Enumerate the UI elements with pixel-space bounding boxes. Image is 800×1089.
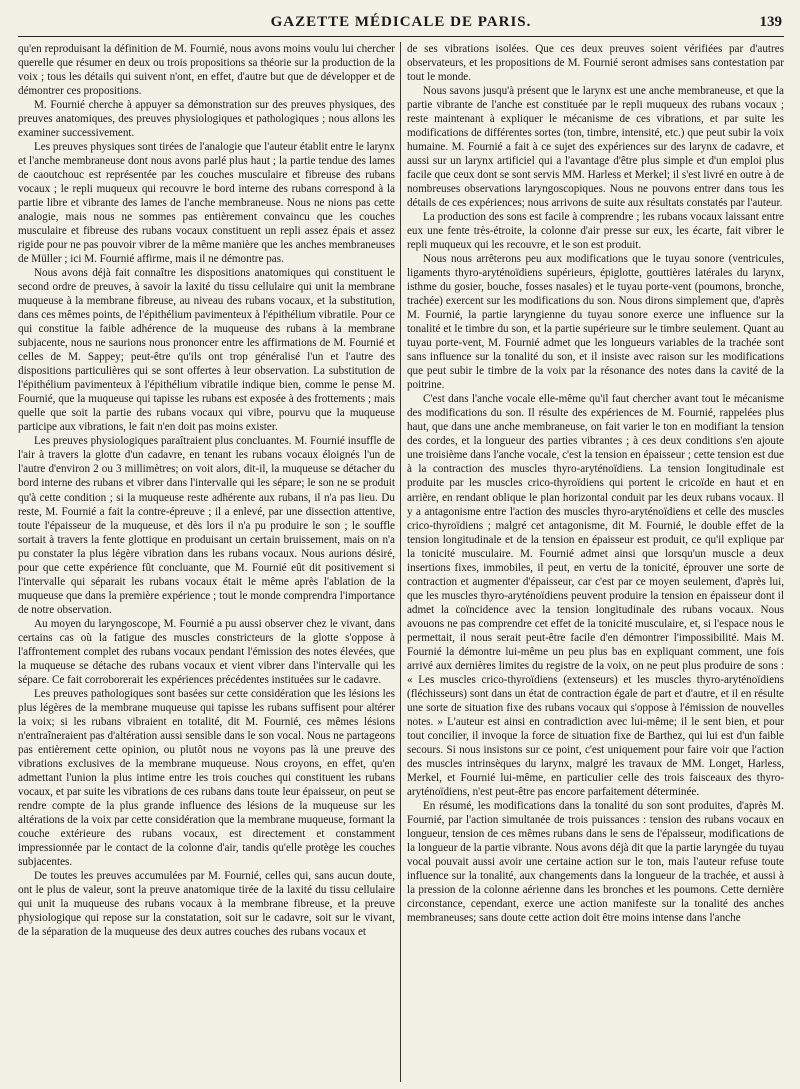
paragraph: Les preuves pathologiques sont basées sur cette considération que les lésions les plus légères de la membrane muqueuse qui tapisse les rubans suffisent pour altérer la voix; si les rubans vibraient en totalité, dit M. Fournié, ces mêmes lésions n'entraîneraient pas d'altération aussi sensible dans le son vocal. Nous ne partageons pas entièrement cette opinion, ou plutôt nous ne voyons pas là une preuve des vibrations exclusives de la membrane muqueuse. Nous croyons, en effet, qu'en admettant l'union la plus intime entre les trois couches qui constituent les rubans vocaux, et par suite les vibrations de ces rubans dans toute leur épaisseur, on peut se rendre compte de la plus grande influence des lésions de la muqueuse sur les altérations de la voix par cette considération que la membrane muqueuse, formant la couche extérieure des rubans vocaux, est directement et constamment impressionnée par le contact de la colonne d'air, tandis qu'elle protège les couches subjacentes.	[18, 687, 395, 868]
paragraph: Au moyen du laryngoscope, M. Fournié a pu aussi observer chez le vivant, dans certains cas où la fatigue des muscles constricteurs de la glotte s'oppose à l'affrontement complet des rubans vocaux pendant l'émission des notes élevées, que la muqueuse se détache des rubans vocaux et vient vibrer dans l'intervalle qui les sépare. Ce fait corroborerait les expériences précédentes instituées sur le cadavre.	[18, 617, 395, 686]
text-columns	[18, 42, 784, 1082]
paragraph: En résumé, les modifications dans la tonalité du son sont produites, d'après M. Fournié, par l'action simultanée de trois puissances : tension des rubans vocaux en longueur, tension de ces mêmes rubans dans le sens de l'épaisseur, modifications de la longueur de la partie vibrante. Nous avons déjà dit que la partie laryngée du tuyau vocal pouvait aussi avoir une certaine action sur le ton, mais l'auteur refuse toute influence sur la tonalité, aux changements dans la longueur de la trachée, et aussi à la pression de la colonne aérienne dans les bronches et les poumons. Cette dernière circonstance, cependant, exerce une action manifeste sur la tonalité des anches membraneuses; sans doute cette action doit être moins intense dans l'anche	[406, 799, 784, 924]
paragraph: de ses vibrations isolées. Que ces deux preuves soient vérifiées par d'autres observateurs, et les propositions de M. Fournié seront admises sans contestation par tout le monde.	[406, 43, 784, 84]
paragraph: Nous nous arrêterons peu aux modifications que le tuyau sonore (ventricules, ligaments thyro-aryténoïdiens supérieurs, épiglotte, gouttières latérales du larynx, isthme du gosier, bouche, fosses nasales) et le tuyau porte-vent (poumons, bronche, trachée) exercent sur les modifications du son. Nous dirons simplement que, d'après M. Fournié, la partie laryngienne du tuyau sonore exerce une influence sur la tonalité et le timbre du son, et la partie supérieure sur le timbre seulement. Quant au tuyau porte-vent, M. Fournié admet que les longueurs variables de la trachée sont sans influence sur la tonalité du son, et il insiste avec raison sur les modifications que peut subir le timbre de la voix par la résonance des notes dans la cavité de la poitrine.	[406, 253, 784, 392]
paragraph: Nous avons déjà fait connaître les dispositions anatomiques qui constituent le second ordre de preuves, à savoir la laxité du tissu cellulaire qui unit la membrane muqueuse à la membrane fibreuse, au niveau des rubans vocaux, et la substitution, dans ces mêmes points, de l'épithélium pavimenteux à l'épithélium vibratile. Pour ce qui constitue la faible adhérence de la muqueuse des rubans à la membrane subjacente, nous ne saurions nous prononcer entre les affirmations de M. Fournié et celles de M. Sappey; peut-être qu'ils ont trop généralisé l'un et l'autre des dispositions particulières qui se sont offertes à leur observation. La substitution de l'épithélium pavimenteux à l'épithélium vibratile indique bien, comme le pense M. Fournié, que la muqueuse qui tapisse les rubans est exposée à des frottements ; mais quelle que soit la partie des rubans vocaux qui vibre, pourvu que la muqueuse participe aux vibrations, le fait n'en doit pas moins exister.	[18, 267, 395, 434]
paragraph: qu'en reproduisant la définition de M. Fournié, nous avons moins voulu lui chercher querelle que résumer en deux ou trois propositions sa théorie sur la production de la voix ; tous les détails qui suivent n'ont, en effet, d'autre but que de développer et de démontrer ces propositions.	[18, 43, 395, 98]
paragraph: M. Fournié cherche à appuyer sa démonstration sur des preuves physiques, des preuves anatomiques, des preuves physiologiques et pathologiques ; nous allons les examiner successivement.	[18, 99, 395, 140]
newspaper-page	[18, 10, 784, 1082]
paragraph: Les preuves physiques sont tirées de l'analogie que l'auteur établit entre le larynx et l'anche membraneuse dont nous avons parlé plus haut ; la partie tendue des lames de caoutchouc est représentée par les couches musculaire et fibreuse des rubans vocaux ; le repli muqueux qui recouvre le bord interne des rubans correspond à la partie libre et vibrante des lames de l'anche membraneuse. Nous ne nions pas cette analogie, mais nous ne sommes pas entièrement convaincu que les couches musculaire et fibreuse des rubans vocaux constituent un repli assez épais et assez rigide pour ne pas pouvoir vibrer de la même manière que les anches membraneuses de Müller ; ici M. Fournié affirme, mais il ne démontre pas.	[18, 141, 395, 266]
paragraph: Les preuves physiologiques paraîtraient plus concluantes. M. Fournié insuffle de l'air à travers la glotte d'un cadavre, en tenant les rubans vocaux éloignés l'un de l'autre d'environ 2 ou 3 millimètres; on voit alors, dit-il, la muqueuse se détacher du bord interne des rubans et vibrer dans l'intervalle qui les sépare; le son ne se produit qu'à cette condition ; si la muqueuse reste adhérente aux rubans, il n'a pas lieu. Du reste, M. Fournié a fait la contre-épreuve ; il a enlevé, par une dissection attentive, toute l'épaisseur de la muqueuse, et dès lors il n'a pu produire le son ; le souffle sortait à travers la fente glottique en produisant un certain bruissement, mais on n'a pu constater la plus légère vibration dans les rubans vocaux. Nous aurions désiré, pour que cette expérience fût concluante, que M. Fournié eût dit positivement si l'intervalle qui séparait les rubans vocaux était le même après l'ablation de la muqueuse que dans la première expérience ; tout le monde comprendra l'importance de notre observation.	[18, 435, 395, 616]
paragraph: Nous savons jusqu'à présent que le larynx est une anche membraneuse, et que la partie vibrante de l'anche est constituée par le repli muqueux des rubans vocaux ; reste maintenant à expliquer le mécanisme de ces vibrations, et par suite les modifications de différentes sortes (ton, timbre, intensité, etc.) que peut subir la voix humaine. M. Fournié a fait à ce sujet des expériences sur des larynx de cadavre, et aussi sur un larynx artificiel qui a l'avantage d'être plus simple et d'un emploi plus facile que ceux dont se sont servis MM. Harless et Merkel; il s'est livré en outre à de nombreuses observations laryngoscopiques. Nous ne pouvons entrer dans tous les détails de ces expériences; nous arrivons de suite aux résultats constatés par l'auteur.	[406, 85, 784, 210]
paragraph: La production des sons est facile à comprendre ; les rubans vocaux laissant entre eux une fente très-étroite, la colonne d'air presse sur eux, les écarte, fait vibrer le repli muqueux qui les recouvre, et le son est produit.	[406, 211, 784, 252]
page-number: 139	[759, 14, 782, 30]
paragraph: De toutes les preuves accumulées par M. Fournié, celles qui, sans aucun doute, ont le plus de valeur, sont la preuve anatomique tirée de la laxité du tissu cellulaire qui unit la muqueuse des rubans vocaux à la membrane fibreuse, et la preuve physiologique qui repose sur la constatation, soit sur le cadavre, soit sur le vivant, de la séparation de la muqueuse des deux autres couches des rubans vocaux et	[18, 869, 395, 938]
left-column	[18, 42, 400, 1082]
right-column	[401, 42, 784, 1082]
page-header	[18, 10, 784, 37]
journal-title: GAZETTE MÉDICALE DE PARIS.	[270, 14, 532, 30]
paragraph: C'est dans l'anche vocale elle-même qu'il faut chercher avant tout le mécanisme des modifications du son. Il résulte des expériences de M. Fournié, rappelées plus haut, que dans une anche membraneuse, on fait varier le ton en modifiant la tension des cordes, et la longueur des parties vibrantes ; à ces deux conditions s'en ajoute une troisième dans l'anche vocale, c'est la tension en épaisseur ; cette tension est due à la contraction des muscles thyro-aryténoïdiens. La tension longitudinale est produite par les muscles crico-thyroïdiens qui portent le cricoïde en haut et en arrière, en rendant oblique le plan horizontal conduit par les deux rubans vocaux. Il y a antagonisme entre l'action des muscles thyro-aryténoïdiens et celle des muscles crico-thyroïdiens ; malgré cet antagonisme, dit M. Fournié, le double effet de la tension longitudinale et de la tension en épaisseur est produit, ce qu'il explique par la tonicité musculaire. M. Fournié admet ainsi que lorsqu'un muscle a deux insertions fixes, immobiles, il peut, en vertu de la tonicité, éprouver une sorte de contraction et augmenter d'épaisseur, car c'est par ce moyen seulement, d'après lui, que les muscles thyro-aryténoïdiens peuvent produire la tension en épaisseur dont il admet la coïncidence avec la tension longitudinale des rubans vocaux. Nous avouons ne pas comprendre cet effet de la tonicité musculaire, et, si l'espace nous le permettait, il nous serait peut-être facile d'en démontrer l'impossibilité. Mais M. Fournié la démontre lui-même un peu plus bas en expliquant comment, une fois arrivé aux dernières limites du registre de la voix, on ne peut plus produire de sons : « Les muscles crico-thyroïdiens (extenseurs) et les muscles thyro-aryténoïdiens (fléchisseurs) sont dans un état de contraction égale de part et d'autre, et il en résulte une sorte de situation fixe des rubans vocaux qui s'oppose à l'émission de nouvelles notes. » L'auteur est ainsi en contradiction avec lui-même; il le sent bien, et pour tout concilier, il invoque la force de situation fixe de Barthez, qui lui est d'un faible secours. Si nous insistons sur ce point, c'est uniquement pour faire voir que l'action des muscles intrinsèques du larynx, malgré les travaux de MM. Longet, Harless, Merkel, et Fournié lui-même, en particulier celle des trois faisceaux des thyro-aryténoïdiens, n'est peut-être pas encore parfaitement déterminée.	[406, 393, 784, 798]
